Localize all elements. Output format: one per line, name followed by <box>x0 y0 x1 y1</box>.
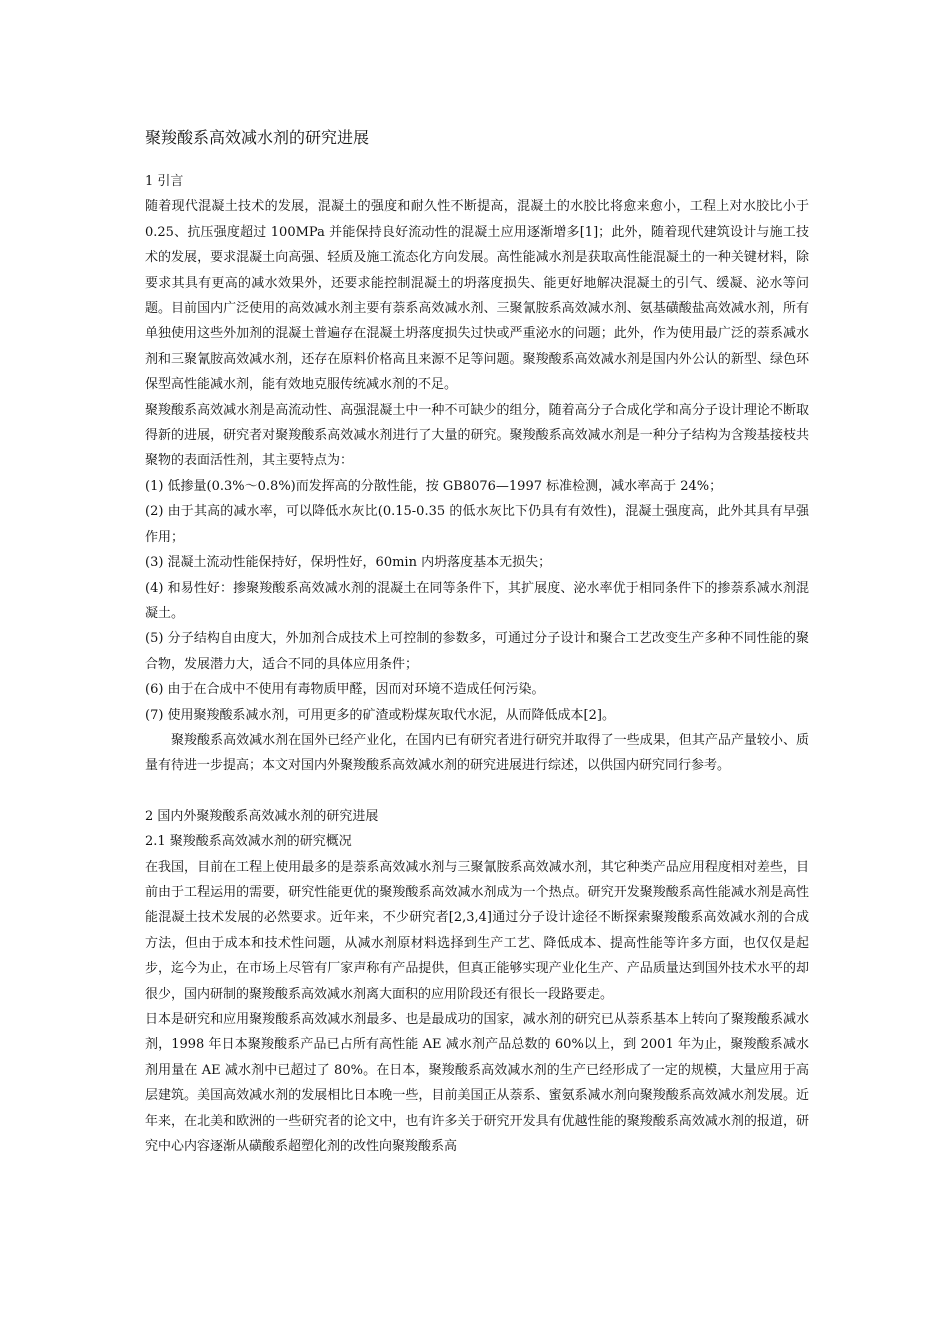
list-item: (2) 由于其高的减水率，可以降低水灰比(0.15-0.35 的低水灰比下仍具有有效性)，混凝土强度高，此外其具有早强作用； <box>145 504 809 545</box>
subsection-2-1-heading: 2.1 聚羧酸系高效减水剂的研究概况 <box>145 834 352 850</box>
section-2-heading: 2 国内外聚羧酸系高效减水剂的研究进展 <box>145 808 379 824</box>
list-item: (4) 和易性好：掺聚羧酸系高效减水剂的混凝土在同等条件下，其扩展度、泌水率优于相同条件下的掺萘系减水剂混凝土。 <box>145 580 809 621</box>
list-item: (5) 分子结构自由度大，外加剂合成技术上可控制的参数多，可通过分子设计和聚合工艺改变生产多种不同性能的聚合物，发展潜力大，适合不同的具体应用条件； <box>145 631 809 672</box>
paragraph: 聚羧酸系高效减水剂是高流动性、高强混凝土中一种不可缺少的组分，随着高分子合成化学和高分子设计理论不断取得新的进展，研究者对聚羧酸系高效减水剂进行了大量的研究。聚羧酸系高效减水剂是一种分子结构为含羧基接枝共聚物的表面活性剂，其主要特点为： <box>145 402 809 469</box>
paragraph: 在我国，目前在工程上使用最多的是萘系高效减水剂与三聚氰胺系高效减水剂，其它种类产品应用程度相对差些，目前由于工程运用的需要，研究性能更优的聚羧酸系高效减水剂成为一个热点。研究开发聚羧酸系高性能减水剂是高性能混凝土技术发展的必然要求。近年来，不少研究者[2,3,4]通过分子设计途径不断探索聚羧酸系高效减水剂的合成方法，但由于成本和技术性问题，从减水剂原材料选择到生产工艺、降低成本、提高性能等许多方面，也仅仅是起步，迄今为止，在市场上尽管有厂家声称有产品提供，但真正能够实现产业化生产、产品质量达到国外技术水平的却很少，国内研制的聚羧酸系高效减水剂离大面积的应用阶段还有很长一段路要走。 <box>145 859 809 1002</box>
list-item: (6) 由于在合成中不使用有毒物质甲醛，因而对环境不造成任何污染。 <box>145 682 545 698</box>
list-item: (1) 低掺量(0.3%～0.8%)而发挥高的分散性能，按 GB8076—1997 标准检测，减水率高于 24%； <box>145 478 723 494</box>
document-title: 聚羧酸系高效减水剂的研究进展 <box>145 128 370 147</box>
paragraph: 随着现代混凝土技术的发展，混凝土的强度和耐久性不断提高，混凝土的水胶比将愈来愈小，工程上对水胶比小于 0.25、抗压强度超过 100MPa 并能保持良好流动性的混凝土应用逐渐增多[1]；此外，随着现代建筑设计与施工技术的发展，要求混凝土向高强、轻质及施工流态化方向发展。高性能减水剂是获取高性能混凝土的一种关键材料，除要求其具有更高的减水效果外，还要求能控制混凝土的坍落度损失、能更好地解决混凝土的引气、缓凝、泌水等问题。目前国内广泛使用的高效减水剂主要有萘系高效减水剂、三聚氰胺系高效减水剂、氨基磺酸盐高效减水剂，所有单独使用这些外加剂的混凝土普遍存在混凝土坍落度损失过快或严重泌水的问题；此外，作为使用最广泛的萘系减水剂和三聚氰胺高效减水剂，还存在原料价格高且来源不足等问题。聚羧酸系高效减水剂是国内外公认的新型、绿色环保型高性能减水剂，能有效地克服传统减水剂的不足。 <box>145 199 809 393</box>
section-gap <box>145 779 809 804</box>
document-page <box>145 123 809 1159</box>
section-1-heading: 1 引言 <box>145 174 184 189</box>
paragraph: 日本是研究和应用聚羧酸系高效减水剂最多、也是最成功的国家，减水剂的研究已从萘系基本上转向了聚羧酸系减水剂，1998 年日本聚羧酸系产品已占所有高性能 AE 减水剂产品总数的 60%以上，到 2001 年为止，聚羧酸系减水剂用量在 AE 减水剂中已超过了 80%。在日本，聚羧酸系高效减水剂的生产已经形成了一定的规模，大量应用于高层建筑。美国高效减水剂的发展相比日本晚一些，目前美国正从萘系、蜜氨系减水剂向聚羧酸系高效减水剂发展。近年来，在北美和欧洲的一些研究者的论文中，也有许多关于研究开发具有优越性能的聚羧酸系高效减水剂的报道，研究中心内容逐渐从磺酸系超塑化剂的改性向聚羧酸系高 <box>145 1012 809 1155</box>
list-item: (7) 使用聚羧酸系减水剂，可用更多的矿渣或粉煤灰取代水泥，从而降低成本[2]。 <box>145 707 615 723</box>
list-item: (3) 混凝土流动性能保持好，保坍性好，60min 内坍落度基本无损失； <box>145 555 552 571</box>
paragraph: 聚羧酸系高效减水剂在国外已经产业化，在国内已有研究者进行研究并取得了一些成果，但其产品产量较小、质量有待进一步提高；本文对国内外聚羧酸系高效减水剂的研究进展进行综述，以供国内研究同行参考。 <box>145 732 809 774</box>
